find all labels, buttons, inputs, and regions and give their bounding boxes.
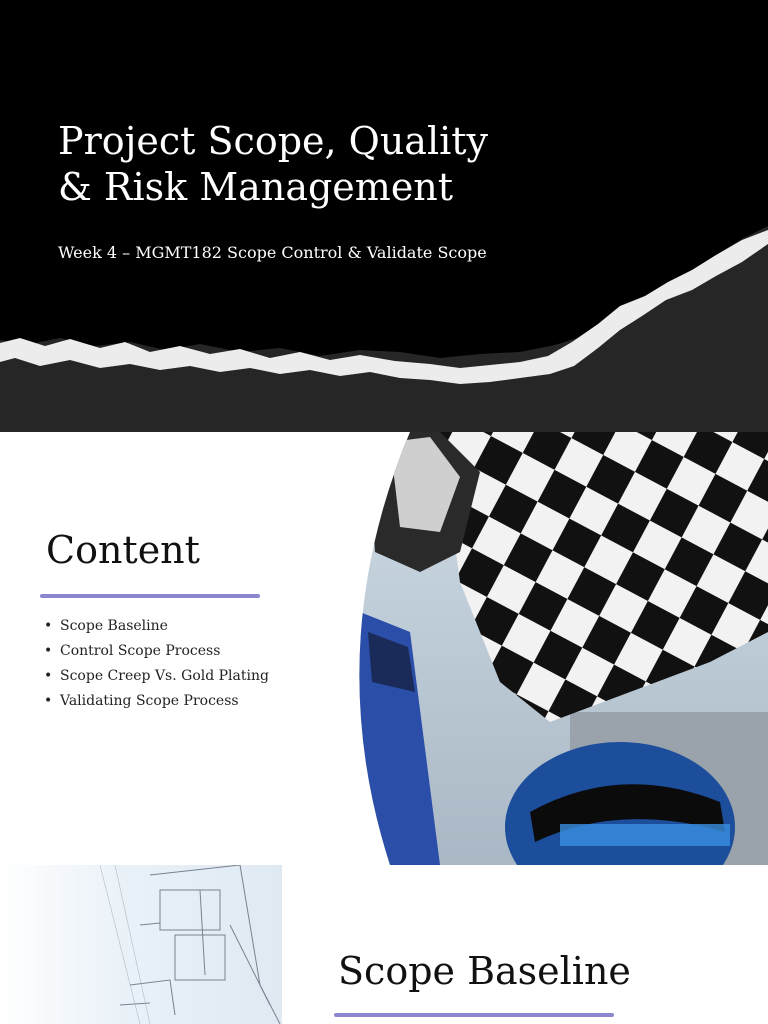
title-slide xyxy=(0,0,768,432)
blueprint-drawing xyxy=(0,865,282,1024)
heading-underline xyxy=(334,1013,614,1017)
torn-paper-graphic xyxy=(0,0,768,432)
checkered-flag-racer-photo xyxy=(330,432,768,865)
scope-baseline-slide xyxy=(0,865,768,1024)
heading-underline xyxy=(40,594,260,598)
list-item: • Scope Creep Vs. Gold Plating xyxy=(44,664,269,689)
content-heading: Content xyxy=(46,528,200,572)
slide-subtitle: Week 4 – MGMT182 Scope Control & Validate Scope xyxy=(58,243,487,262)
content-bullet-list xyxy=(44,614,269,714)
content-slide xyxy=(0,432,768,865)
list-item: • Validating Scope Process xyxy=(44,689,269,714)
slide-title: Project Scope, Quality & Risk Management xyxy=(58,119,489,209)
list-item: • Scope Baseline xyxy=(44,614,269,639)
scope-baseline-heading: Scope Baseline xyxy=(338,949,631,993)
list-item: • Control Scope Process xyxy=(44,639,269,664)
